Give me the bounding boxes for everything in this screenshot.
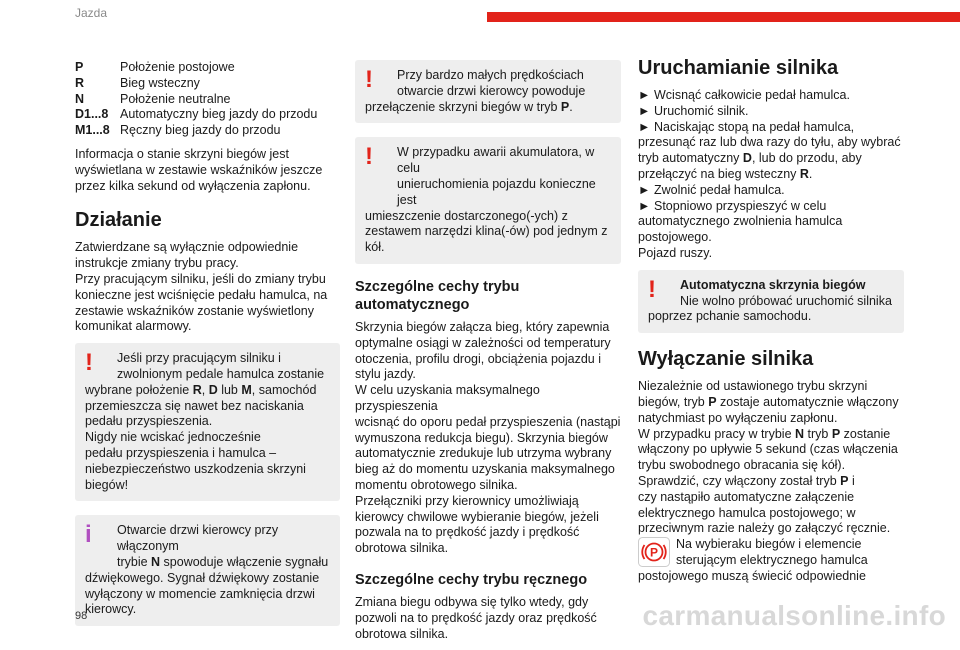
column-3: [638, 56, 904, 593]
text-line: optymalne osiągi w zależności od temperatury: [355, 335, 611, 350]
warning-box: [355, 60, 621, 123]
text-line: postojowego muszą świecić odpowiednie: [638, 568, 866, 583]
gear-key: M1...8: [75, 123, 110, 138]
warning-box: [75, 343, 340, 501]
gear-key: P: [75, 60, 84, 74]
exclamation-icon: !: [365, 143, 373, 171]
text-line: unieruchomienia pojazdu konieczne jest: [397, 176, 596, 207]
text-line: Nigdy nie wciskać jednocześnie: [85, 430, 261, 445]
text-line: przełączenie skrzyni biegów w tryb P.: [365, 99, 573, 114]
start-steps: [638, 88, 904, 262]
text-line: Sprawdzić, czy włączony został tryb P i: [638, 473, 855, 488]
section-heading-stop-engine: Wyłączanie silnika: [638, 348, 814, 371]
text-line: otoczenia, profilu drogi, obciążenia pojazdu i: [355, 351, 601, 366]
arrow-icon: ►: [638, 88, 651, 102]
text-line: komunikat alarmowy.: [75, 319, 192, 334]
text-line: Pojazd ruszy.: [638, 245, 713, 260]
gear-row: [75, 123, 317, 139]
text-line: niebezpieczeństwo uszkodzenia skrzyni: [85, 461, 306, 476]
header-accent-bar: [487, 12, 960, 22]
arrow-icon: ►: [638, 103, 651, 118]
text-line: Na wybieraku biegów i elemencie: [676, 537, 862, 552]
text-line: W celu uzyskania maksymalnego przyspieszenia: [355, 383, 540, 413]
text-line: pozwala na to prędkość jazdy i prędkość: [355, 525, 580, 540]
step-item: ► Uruchomić silnik.: [638, 103, 749, 118]
auto-mode-paragraph: [355, 320, 621, 557]
text-line: wcisnąć do oporu pedał przyspieszenia (nastąpi: [355, 414, 621, 429]
text-line: Przełączniki przy kierownicy umożliwiają: [355, 493, 579, 508]
section-heading-start-engine: Uruchamianie silnika: [638, 57, 839, 79]
text-line: Zmiana biegu odbywa się tylko wtedy, gdy: [355, 594, 589, 609]
text-line: włączony po upływie 5 sekund (czas włączenia: [638, 442, 898, 457]
gear-row: [75, 92, 317, 108]
warning-box: [638, 270, 904, 333]
text-line: otwarcie drzwi kierowcy powoduje: [397, 83, 586, 98]
gear-key: N: [75, 91, 85, 106]
arrow-icon: ►: [638, 119, 651, 134]
text-line: poprzez pchanie samochodu.: [648, 309, 812, 324]
text-line: Zatwierdzane są wyłącznie odpowiednie: [75, 240, 299, 255]
text-line: momentu obrotowego silnika.: [355, 477, 518, 492]
gear-desc: Położenie neutralne: [120, 91, 231, 106]
gear-row: [75, 60, 317, 76]
exclamation-icon: !: [648, 275, 656, 303]
parking-brake-icon: [638, 537, 670, 567]
text-line: Jeśli przy pracującym silniku i: [117, 351, 281, 366]
text-line: pedału przyspieszenia.: [85, 414, 213, 429]
text-line: wyłączony w momencie zamknięcia drzwi: [85, 586, 315, 601]
text-line: zestawem narzędzi klina(-ów) pod jednym z: [365, 224, 608, 239]
text-line: zestawie wskaźników zostanie wyświetlony: [75, 303, 314, 318]
step-item: ► Stopniowo przyspieszyć w celu: [638, 198, 827, 213]
text-line: pedału przyspieszenia i hamulca –: [85, 445, 277, 460]
text-line: biegów!: [85, 477, 129, 492]
gear-row: [75, 107, 317, 123]
text-line: pozwoli na to prędkość jazdy oraz prędkość: [355, 610, 597, 625]
gear-position-list: [75, 60, 317, 139]
svg-text:P: P: [649, 545, 659, 560]
text-line: Przy bardzo małych prędkościach: [397, 68, 584, 82]
gear-key: R: [75, 75, 85, 90]
text-line: Informacja o stanie skrzyni biegów jest: [75, 146, 289, 161]
text-line: dźwiękowego. Sygnał dźwiękowy zostanie: [85, 570, 320, 585]
text-line: instrukcje zmiany trybu pracy.: [75, 256, 239, 271]
text-line: umieszczenie dostarczonego(-ych) z: [365, 208, 568, 223]
text-line: Niezależnie od ustawionego trybu skrzyni: [638, 379, 868, 394]
text-line: natychmiast po wyłączeniu zapłonu.: [638, 410, 838, 425]
header-title: Jazda: [75, 6, 108, 20]
warning-box: [355, 137, 621, 264]
gear-desc: Bieg wsteczny: [120, 75, 200, 90]
text-line: obrotowa silnika.: [355, 541, 449, 556]
text-line: trybu swobodnego obracania się kół).: [638, 458, 846, 473]
arrow-icon: ►: [638, 182, 651, 197]
text-line: Skrzynia biegów załącza bieg, który zapewnia: [355, 319, 610, 334]
text-line: wyświetlana w zestawie wskaźników jeszcze: [75, 162, 323, 177]
step-item: ► Zwolnić pedał hamulca.: [638, 182, 785, 197]
gear-row: [75, 76, 317, 92]
section-heading-manual-mode: Szczególne cechy trybu ręcznego: [355, 571, 588, 588]
text-line: konieczne jest wciśnięcie pedału hamulca, na: [75, 287, 328, 302]
text-line: kierowcy chwilowe wybieranie biegów, jeżeli: [355, 509, 599, 524]
text-line: obrotowa silnika.: [355, 626, 449, 641]
text-line: bieg aż do momentu uzyskania maksymalnego: [355, 462, 615, 477]
gear-desc: Automatyczny bieg jazdy do przodu: [120, 107, 318, 122]
text-line: zwolnionym pedale hamulca zostanie: [117, 366, 325, 381]
text-line: kół.: [365, 240, 385, 255]
text-line: wymuszona redukcja biegu). Skrzynia biegów: [355, 430, 608, 445]
gear-desc: Położenie postojowe: [120, 60, 235, 74]
text-line: Nie wolno próbować uruchomić silnika: [680, 293, 892, 308]
text-line: elektrycznego hamulca postojowego; w: [638, 505, 856, 520]
watermark-url: carmanualsonline.info: [642, 600, 946, 631]
stop-paragraph: [638, 379, 904, 584]
section-heading-dzialanie: Działanie: [75, 209, 162, 232]
text-line: postojowego.: [638, 230, 712, 245]
text-line: W przypadku pracy w trybie N tryb P zostanie: [638, 426, 891, 441]
text-line: stylu jazdy.: [355, 367, 416, 382]
text-line: przełączyć na bieg wsteczny R.: [638, 166, 813, 181]
text-line: Przy pracującym silniku, jeśli do zmiany trybu: [75, 271, 326, 286]
column-2: [355, 60, 621, 650]
text-line: sterującym elektrycznego hamulca: [676, 552, 868, 567]
text-line: przeciwnym razie należy go załączyć ręcznie.: [638, 521, 891, 536]
text-line: automatycznego zwolnienia hamulca: [638, 214, 843, 229]
info-icon: i: [85, 521, 92, 549]
step-item: ► Wcisnąć całkowicie pedał hamulca.: [638, 88, 850, 102]
info-box: [75, 515, 340, 626]
arrow-icon: ►: [638, 198, 651, 213]
exclamation-icon: !: [85, 349, 93, 377]
display-info-paragraph: [75, 147, 340, 194]
gear-desc: Ręczny bieg jazdy do przodu: [120, 123, 281, 138]
page-number: 98: [75, 610, 88, 622]
text-line: biegów, tryb P zostaje automatycznie włączony: [638, 394, 899, 409]
text-line: czy nastąpiło automatyczne załączenie: [638, 489, 855, 504]
section-heading-auto-mode: Szczególne cechy trybu automatycznego: [355, 278, 520, 313]
column-1: [75, 60, 340, 640]
manual-mode-paragraph: [355, 595, 621, 642]
text-line: przemieszcza się nawet bez naciskania: [85, 398, 304, 413]
warning-title: Automatyczna skrzynia biegów: [680, 277, 866, 292]
operation-paragraph: [75, 240, 340, 335]
text-line: tryb automatyczny D, lub do przodu, aby: [638, 151, 862, 166]
text-line: wybrane położenie R, D lub M, samochód: [85, 382, 317, 397]
text-line: przesunąć raz lub dwa razy do tyłu, aby wybrać: [638, 135, 901, 150]
exclamation-icon: !: [365, 66, 373, 93]
text-line: trybie N spowoduje włączenie sygnału: [117, 554, 329, 569]
text-line: kierowcy.: [85, 602, 137, 617]
gear-key: D1...8: [75, 107, 109, 122]
step-item: ► Naciskając stopą na pedał hamulca,: [638, 119, 855, 134]
text-line: Otwarcie drzwi kierowcy przy włączonym: [117, 523, 279, 554]
text-line: W przypadku awarii akumulatora, w celu: [397, 145, 595, 176]
text-line: automatycznie zredukuje lub utrzyma wybrany: [355, 446, 612, 461]
text-line: przez kilka sekund od wyłączenia zapłonu.: [75, 178, 311, 193]
